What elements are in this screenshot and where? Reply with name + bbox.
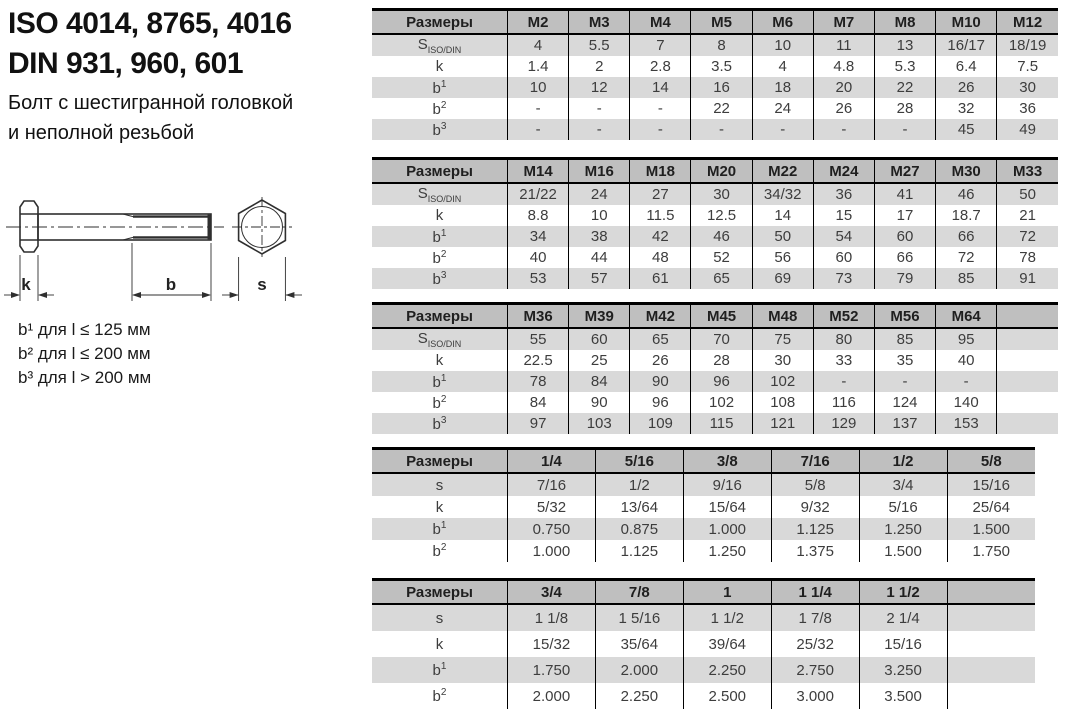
value-cell: 44 [569,247,630,268]
row-label-cell: s [372,473,508,496]
value-cell: 15 [813,205,874,226]
value-cell: 9/32 [771,496,859,518]
value-cell: 66 [874,247,935,268]
value-cell: 14 [752,205,813,226]
row-label-cell: k [372,631,508,657]
column-header-cell: M30 [936,159,997,184]
value-cell: 1.500 [947,518,1035,540]
table-row [372,350,1058,371]
column-header-cell: M64 [936,304,997,329]
table-row [372,205,1058,226]
value-cell: 116 [813,392,874,413]
column-header-cell: M52 [813,304,874,329]
column-header-cell: 3/4 [508,580,596,605]
value-cell: - [874,371,935,392]
row-label-cell: $b^3$ [372,413,508,434]
table-row [372,77,1058,98]
value-cell: 2.250 [683,657,771,683]
value-cell: 5.5 [569,34,630,56]
value-cell: 60 [569,328,630,350]
table-row [372,413,1058,434]
value-cell: 2.000 [508,683,596,709]
value-cell: 27 [630,183,691,205]
value-cell: 12 [569,77,630,98]
value-cell: 10 [752,34,813,56]
table-row [372,98,1058,119]
value-cell: 6.4 [936,56,997,77]
value-cell [947,604,1035,631]
dimensions-table-metric-m36-m64 [372,302,1058,434]
row-label-cell: $S_{ISO/DIN}$ [372,183,508,205]
value-cell: 60 [874,226,935,247]
value-cell: 18/19 [997,34,1058,56]
value-cell: 84 [569,371,630,392]
value-cell: 108 [752,392,813,413]
data-table [372,578,1035,709]
value-cell [997,413,1058,434]
value-cell: 21/22 [508,183,569,205]
value-cell: 48 [630,247,691,268]
column-header-cell: M45 [691,304,752,329]
table-row [372,247,1058,268]
value-cell: 1/2 [595,473,683,496]
value-cell: 84 [508,392,569,413]
value-cell [997,350,1058,371]
value-cell: 33 [813,350,874,371]
value-cell: 24 [752,98,813,119]
value-cell: 3/4 [859,473,947,496]
value-cell: 30 [691,183,752,205]
column-header-cell: M3 [569,10,630,35]
value-cell: 21 [997,205,1058,226]
column-header-cell: 3/8 [683,449,771,474]
value-cell [997,328,1058,350]
value-cell: 8 [691,34,752,56]
footnote-b2: b² для l ≤ 200 мм [18,344,151,363]
column-header-cell: M7 [813,10,874,35]
table-row [372,518,1035,540]
row-label-cell: $S_{ISO/DIN}$ [372,34,508,56]
value-cell: 1 1/8 [508,604,596,631]
value-cell: 8.8 [508,205,569,226]
column-header-cell: M33 [997,159,1058,184]
value-cell: 97 [508,413,569,434]
table-row [372,657,1035,683]
row-label-cell: $b^3$ [372,119,508,140]
table-row [372,226,1058,247]
footnote-b1: b¹ для l ≤ 125 мм [18,320,151,339]
row-label-cell: $b^1$ [372,657,508,683]
table-row [372,683,1035,709]
value-cell: 17 [874,205,935,226]
value-cell: 3.250 [859,657,947,683]
value-cell: 3.500 [859,683,947,709]
document-title [8,4,292,84]
value-cell: 16 [691,77,752,98]
value-cell: 1.125 [595,540,683,562]
value-cell: 2.000 [595,657,683,683]
value-cell: 18.7 [936,205,997,226]
row-label-cell: $b^2$ [372,247,508,268]
row-label-cell: k [372,496,508,518]
value-cell: 42 [630,226,691,247]
value-cell: 41 [874,183,935,205]
value-cell: 25/32 [771,631,859,657]
value-cell: 11 [813,34,874,56]
column-header-cell: M16 [569,159,630,184]
table-row [372,392,1058,413]
value-cell [947,683,1035,709]
column-header-cell: Размеры [372,10,508,35]
value-cell: 10 [508,77,569,98]
value-cell: 34/32 [752,183,813,205]
column-header-cell: 7/16 [771,449,859,474]
value-cell: 137 [874,413,935,434]
value-cell: 3.000 [771,683,859,709]
column-header-cell: Размеры [372,580,508,605]
value-cell: 96 [630,392,691,413]
value-cell: 56 [752,247,813,268]
value-cell: - [813,119,874,140]
dim-label-b: b [165,275,177,294]
column-header-cell: M10 [936,10,997,35]
value-cell: - [508,98,569,119]
footnote-b3: b³ для l > 200 мм [18,368,152,387]
value-cell: 35 [874,350,935,371]
value-cell: 75 [752,328,813,350]
row-label-cell: $b^1$ [372,371,508,392]
column-header-cell: M14 [508,159,569,184]
column-header-cell: 5/8 [947,449,1035,474]
value-cell: 15/32 [508,631,596,657]
value-cell: 102 [752,371,813,392]
value-cell: 140 [936,392,997,413]
column-header-cell: M2 [508,10,569,35]
dimensions-table-metric-m14-m33 [372,157,1058,289]
value-cell: - [630,98,691,119]
value-cell: 49 [997,119,1058,140]
value-cell: 38 [569,226,630,247]
dim-label-s: s [257,275,267,294]
value-cell: - [569,119,630,140]
value-cell: 2.8 [630,56,691,77]
value-cell: 5/32 [508,496,596,518]
row-label-cell: $b^2$ [372,98,508,119]
column-header-cell: 5/16 [595,449,683,474]
row-label-cell: k [372,350,508,371]
column-header-cell: M48 [752,304,813,329]
value-cell: 90 [630,371,691,392]
table-row [372,183,1058,205]
value-cell: 65 [691,268,752,289]
value-cell: 22.5 [508,350,569,371]
value-cell: 153 [936,413,997,434]
value-cell: 4 [508,34,569,56]
column-header-cell: 7/8 [595,580,683,605]
value-cell: 5.3 [874,56,935,77]
row-label-cell: $b^1$ [372,226,508,247]
value-cell: 39/64 [683,631,771,657]
value-cell: 10 [569,205,630,226]
column-header-cell: M20 [691,159,752,184]
value-cell: - [874,119,935,140]
value-cell: 1.000 [683,518,771,540]
bolt-head-outline [20,201,38,252]
column-header-cell: M24 [813,159,874,184]
column-header-cell: 1 [683,580,771,605]
column-header-cell: M27 [874,159,935,184]
value-cell: - [508,119,569,140]
value-cell: 15/16 [947,473,1035,496]
column-header-cell: M8 [874,10,935,35]
table-row [372,631,1035,657]
dimensions-table-imperial-large [372,578,1035,709]
value-cell: 50 [752,226,813,247]
column-header-cell: Размеры [372,304,508,329]
column-header-cell: M4 [630,10,691,35]
value-cell: 1.125 [771,518,859,540]
column-header-cell: Размеры [372,449,508,474]
value-cell: 12.5 [691,205,752,226]
row-label-cell: $b^3$ [372,268,508,289]
value-cell: 0.875 [595,518,683,540]
value-cell: 46 [936,183,997,205]
subtitle-line-1: Болт с шестигранной головкой [8,92,294,114]
data-table [372,302,1058,434]
value-cell: 73 [813,268,874,289]
value-cell: 1.375 [771,540,859,562]
value-cell: 129 [813,413,874,434]
value-cell: 32 [936,98,997,119]
column-header-cell: 1 1/4 [771,580,859,605]
column-header-cell: Размеры [372,159,508,184]
value-cell: 14 [630,77,691,98]
row-label-cell: s [372,604,508,631]
table-row [372,34,1058,56]
column-header-cell [947,580,1035,605]
value-cell: 2 [569,56,630,77]
value-cell: 1 1/2 [683,604,771,631]
value-cell: 22 [874,77,935,98]
value-cell: 5/16 [859,496,947,518]
value-cell: 20 [813,77,874,98]
row-label-cell: $b^2$ [372,392,508,413]
value-cell: 55 [508,328,569,350]
table-row [372,604,1035,631]
value-cell: 30 [997,77,1058,98]
value-cell: 2.500 [683,683,771,709]
value-cell: 103 [569,413,630,434]
value-cell: 34 [508,226,569,247]
value-cell: 36 [997,98,1058,119]
value-cell: 1.500 [859,540,947,562]
subtitle-line-2: и неполной резьбой [8,122,195,144]
column-header-cell: 1 1/2 [859,580,947,605]
column-header-cell: M12 [997,10,1058,35]
value-cell: - [569,98,630,119]
title-din-standards: DIN 931, 960, 601 [8,47,244,80]
row-label-cell: $b^2$ [372,540,508,562]
value-cell: 36 [813,183,874,205]
value-cell: - [752,119,813,140]
row-label-cell: $b^1$ [372,518,508,540]
value-cell: 3.5 [691,56,752,77]
value-cell: 28 [691,350,752,371]
value-cell: 60 [813,247,874,268]
value-cell: 1.000 [508,540,596,562]
dimensions-table-metric-m2-m12 [372,8,1058,140]
column-header-cell: 1/4 [508,449,596,474]
value-cell: 26 [630,350,691,371]
data-table [372,8,1058,140]
column-header-cell: M22 [752,159,813,184]
value-cell: 4.8 [813,56,874,77]
value-cell: - [630,119,691,140]
value-cell: 26 [813,98,874,119]
value-cell: 61 [630,268,691,289]
table-row [372,496,1035,518]
value-cell: 1.750 [947,540,1035,562]
value-cell: 85 [936,268,997,289]
table-row [372,540,1035,562]
value-cell: - [813,371,874,392]
value-cell: 18 [752,77,813,98]
value-cell: 15/16 [859,631,947,657]
value-cell: 102 [691,392,752,413]
table-row [372,371,1058,392]
value-cell: 46 [691,226,752,247]
value-cell: 91 [997,268,1058,289]
value-cell: 4 [752,56,813,77]
value-cell: 16/17 [936,34,997,56]
value-cell: 72 [936,247,997,268]
row-label-cell: k [372,56,508,77]
column-header-cell: M39 [569,304,630,329]
value-cell: 1.750 [508,657,596,683]
value-cell: 50 [997,183,1058,205]
table-row [372,56,1058,77]
value-cell: 1 5/16 [595,604,683,631]
value-cell: 72 [997,226,1058,247]
value-cell: 5/8 [771,473,859,496]
value-cell: 121 [752,413,813,434]
column-header-cell: 1/2 [859,449,947,474]
value-cell [997,371,1058,392]
value-cell: 45 [936,119,997,140]
value-cell: 69 [752,268,813,289]
value-cell: 80 [813,328,874,350]
value-cell: 90 [569,392,630,413]
value-cell: 35/64 [595,631,683,657]
column-header-cell: M56 [874,304,935,329]
dim-label-k: k [21,275,31,294]
value-cell: 1.250 [859,518,947,540]
value-cell: 28 [874,98,935,119]
value-cell: 25/64 [947,496,1035,518]
value-cell [997,392,1058,413]
value-cell: 78 [997,247,1058,268]
value-cell: 11.5 [630,205,691,226]
value-cell: 7 [630,34,691,56]
value-cell: - [936,371,997,392]
value-cell: 9/16 [683,473,771,496]
column-header-cell: M42 [630,304,691,329]
value-cell: 79 [874,268,935,289]
value-cell: 85 [874,328,935,350]
value-cell: 7/16 [508,473,596,496]
bolt-side-view-drawing [4,201,224,301]
value-cell: 25 [569,350,630,371]
value-cell: 1 7/8 [771,604,859,631]
value-cell: 70 [691,328,752,350]
table-row [372,328,1058,350]
row-label-cell: $S_{ISO/DIN}$ [372,328,508,350]
value-cell: 13 [874,34,935,56]
column-header-cell: M5 [691,10,752,35]
value-cell: 30 [752,350,813,371]
value-cell [947,657,1035,683]
value-cell: 1.250 [683,540,771,562]
value-cell: 53 [508,268,569,289]
value-cell: 7.5 [997,56,1058,77]
value-cell [947,631,1035,657]
value-cell: 13/64 [595,496,683,518]
value-cell: 2.750 [771,657,859,683]
value-cell: 26 [936,77,997,98]
column-header-cell: M36 [508,304,569,329]
value-cell: 109 [630,413,691,434]
value-cell: 0.750 [508,518,596,540]
row-label-cell: $b^2$ [372,683,508,709]
value-cell: 1.4 [508,56,569,77]
row-label-cell: $b^1$ [372,77,508,98]
column-header-cell: M6 [752,10,813,35]
value-cell: - [691,119,752,140]
value-cell: 66 [936,226,997,247]
value-cell: 95 [936,328,997,350]
value-cell: 115 [691,413,752,434]
value-cell: 40 [936,350,997,371]
value-cell: 52 [691,247,752,268]
value-cell: 54 [813,226,874,247]
dimensions-table-imperial-small [372,447,1035,562]
value-cell: 65 [630,328,691,350]
value-cell: 124 [874,392,935,413]
row-label-cell: k [372,205,508,226]
value-cell: 2 1/4 [859,604,947,631]
value-cell: 57 [569,268,630,289]
table-row [372,119,1058,140]
bolt-technical-drawing [0,185,330,315]
table-row [372,268,1058,289]
footnotes [18,318,151,390]
value-cell: 78 [508,371,569,392]
title-iso-standards: ISO 4014, 8765, 4016 [8,7,292,40]
table-row [372,473,1035,496]
value-cell: 2.250 [595,683,683,709]
value-cell: 22 [691,98,752,119]
value-cell: 24 [569,183,630,205]
data-table [372,157,1058,289]
column-header-cell [997,304,1058,329]
value-cell: 15/64 [683,496,771,518]
value-cell: 96 [691,371,752,392]
document-subtitle [8,88,293,148]
column-header-cell: M18 [630,159,691,184]
data-table [372,447,1035,562]
value-cell: 40 [508,247,569,268]
